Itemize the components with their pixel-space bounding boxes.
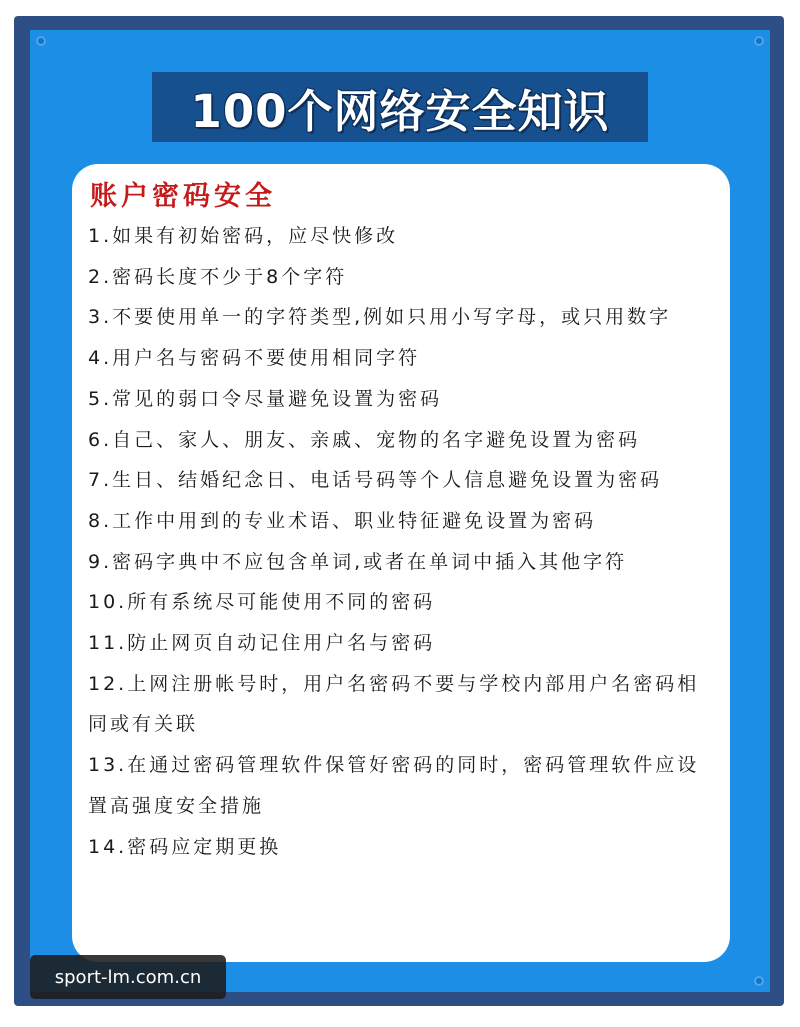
- tips-list: [88, 216, 720, 867]
- list-item: 1.如果有初始密码，应尽快修改: [88, 225, 399, 247]
- corner-pin-icon: [36, 36, 46, 46]
- list-item: 3.不要使用单一的字符类型,例如只用小写字母，或只用数字: [88, 306, 672, 329]
- watermark-text: sport-lm.com.cn: [54, 966, 202, 988]
- list-item: 8.工作中用到的专业术语、职业特征避免设置为密码: [88, 509, 597, 532]
- list-item: 7.生日、结婚纪念日、电话号码等个人信息避免设置为密码: [88, 469, 663, 492]
- list-item: 12.上网注册帐号时，用户名密码不要与学校内部用户名密码相同或有关联: [88, 672, 700, 736]
- content-card: [72, 164, 730, 962]
- corner-pin-icon: [754, 976, 764, 986]
- list-item: 5.常见的弱口令尽量避免设置为密码: [88, 387, 443, 410]
- list-item: 13.在通过密码管理软件保管好密码的同时，密码管理软件应设置高强度安全措施: [88, 754, 700, 817]
- section-title: 账户密码安全: [90, 181, 276, 212]
- list-item: 6.自己、家人、朋友、亲戚、宠物的名字避免设置为密码: [88, 428, 641, 451]
- list-item: 14.密码应定期更换: [88, 835, 282, 858]
- list-item: 11.防止网页自动记住用户名与密码: [88, 632, 436, 655]
- page-title: 100个网络安全知识: [190, 84, 610, 138]
- list-item: 9.密码字典中不应包含单词,或者在单词中插入其他字符: [88, 550, 628, 573]
- title-banner: [152, 72, 648, 142]
- list-item: 10.所有系统尽可能使用不同的密码: [88, 591, 436, 614]
- list-item: 4.用户名与密码不要使用相同字符: [88, 347, 421, 370]
- corner-pin-icon: [754, 36, 764, 46]
- watermark-badge: [30, 955, 226, 999]
- list-item: 2.密码长度不少于8个字符: [88, 265, 348, 288]
